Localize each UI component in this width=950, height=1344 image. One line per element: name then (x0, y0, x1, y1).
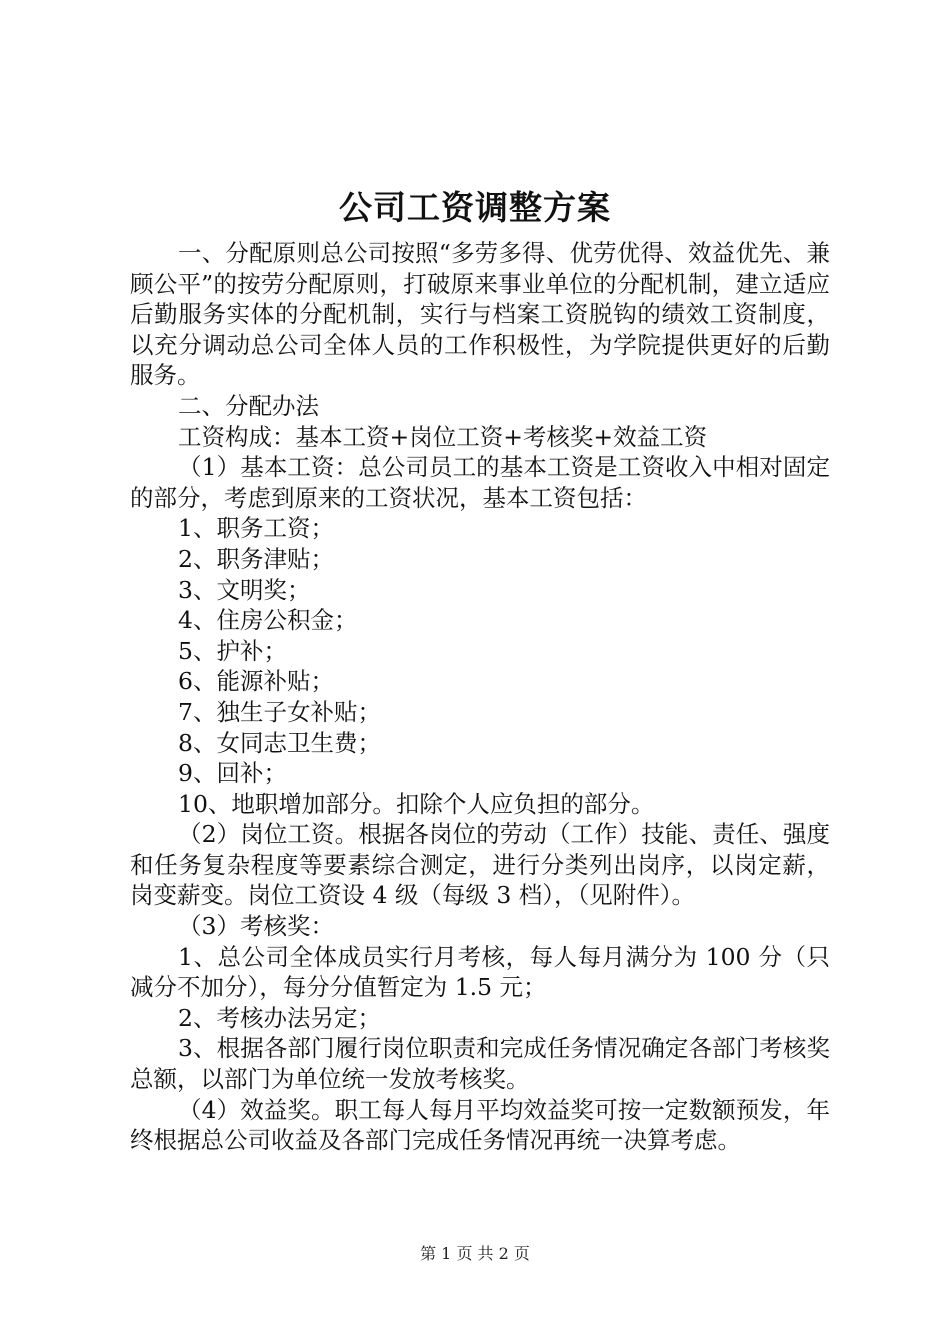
list-item: 8、女同志卫生费； (178, 728, 381, 757)
list-item: 3、文明奖； (178, 575, 311, 604)
paragraph-salary-composition: 工资构成：基本工资+岗位工资+考核奖+效益工资 (178, 422, 708, 451)
list-item: 9、回补； (178, 759, 287, 788)
document-body (130, 238, 830, 1156)
list-item: 7、独生子女补贴； (178, 697, 381, 726)
paragraph-benefit-bonus: （4）效益奖。职工每人每月平均效益奖可按一定数额预发，年终根据总公司收益及各部门完成任务情况再统一决算考虑。 (130, 1095, 830, 1155)
paragraph-assessment-heading: （3）考核奖： (178, 912, 334, 941)
page-footer: 第 1 页 共 2 页 (420, 1244, 530, 1263)
paragraph-position-salary: （2）岗位工资。根据各岗位的劳动（工作）技能、责任、强度和任务复杂程度等要素综合测定，进行分类列出岗序，以岗定薪，岗变薪变。岗位工资设 4 级（每级 3 档），（见附件）。 (130, 820, 830, 910)
list-item: 4、住房公积金； (178, 606, 358, 635)
paragraph-assessment-item-3: 3、根据各部门履行岗位职责和完成任务情况确定各部门考核奖总额，以部门为单位统一发放考核奖。 (130, 1034, 830, 1094)
list-item: 2、职务津贴； (178, 544, 334, 573)
paragraph-method-heading: 二、分配办法 (178, 391, 319, 420)
paragraph-principles: 一、分配原则总公司按照“多劳多得、优劳优得、效益优先、兼顾公平”的按劳分配原则，打破原来事业单位的分配机制，建立适应后勤服务实体的分配机制，实行与档案工资脱钩的绩效工资制度，以充分调动总公司全体人员的工作积极性，为学院提供更好的后勤服务。 (130, 239, 830, 390)
paragraph-assessment-item-2: 2、考核办法另定； (178, 1003, 381, 1032)
list-item: 6、能源补贴； (178, 667, 334, 696)
list-item: 1、职务工资； (178, 514, 334, 543)
paragraph-base-salary: （1）基本工资：总公司员工的基本工资是工资收入中相对固定的部分，考虑到原来的工资状况，基本工资包括： (130, 453, 830, 512)
list-item: 10、地职增加部分。扣除个人应负担的部分。 (178, 789, 655, 818)
list-item: 5、护补； (178, 636, 287, 665)
document-title: 公司工资调整方案 (339, 188, 611, 227)
paragraph-assessment-item-1: 1、总公司全体成员实行月考核，每人每月满分为 100 分（只减分不加分），每分分值暂定为 1.5 元； (130, 942, 830, 1002)
